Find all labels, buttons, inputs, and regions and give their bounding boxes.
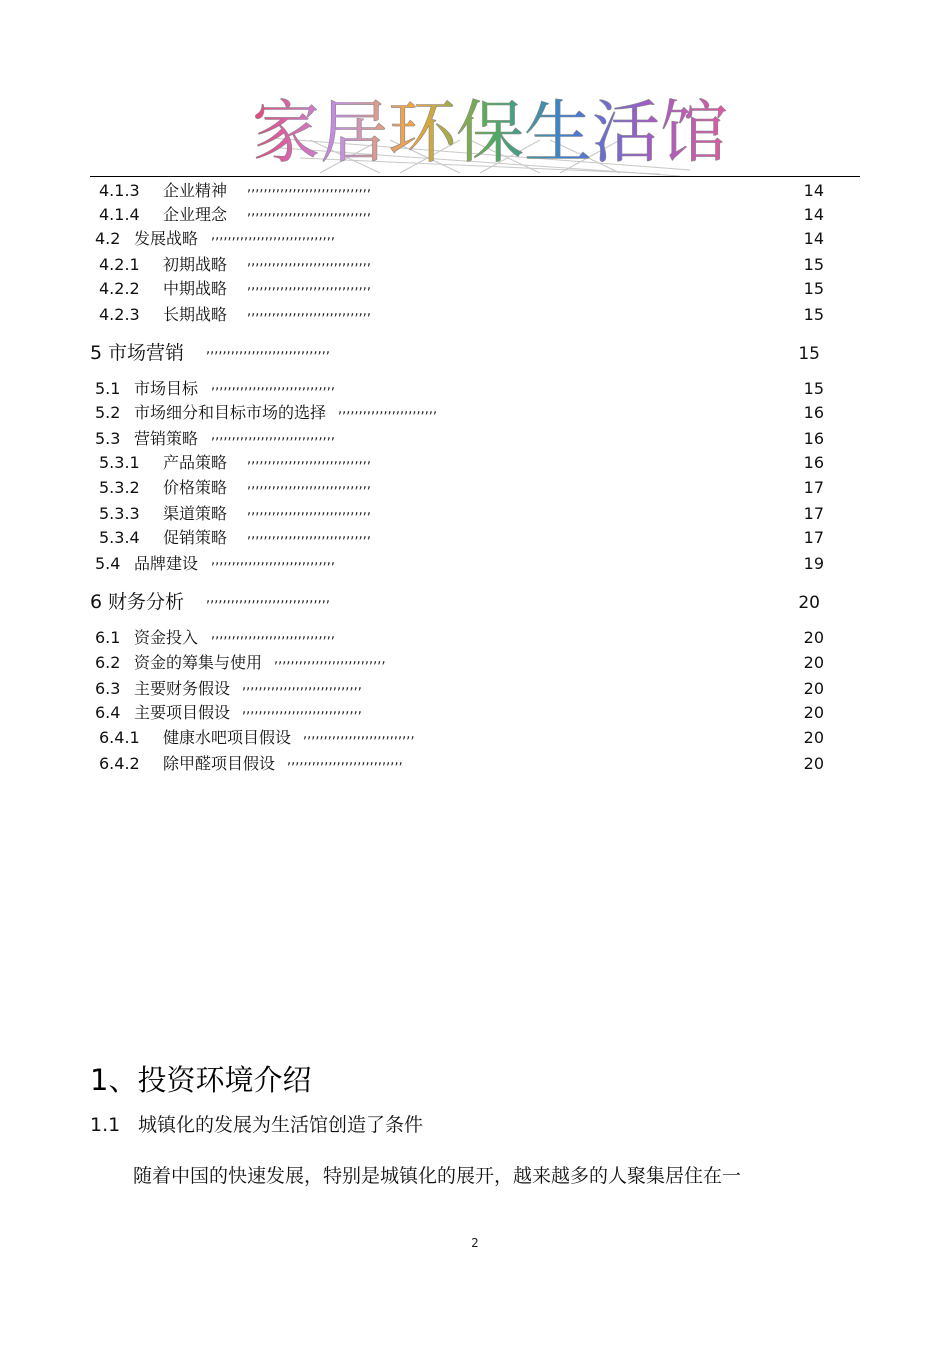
toc-leader-dots: ,,,,,,,,,,,,,,,,,,,,,,,,,,,,,, <box>211 428 335 443</box>
toc-leader-dots: ,,,,,,,,,,,,,,,,,,,,,,,,,,,,,, <box>247 180 371 195</box>
toc-title: 渠道策略 <box>163 504 228 523</box>
toc-number: 5.3 <box>95 429 121 448</box>
toc-title: 市场营销 <box>108 342 185 364</box>
svg-text:家居环保生活馆: 家居环保生活馆 <box>251 94 729 173</box>
toc-title: 促销策略 <box>163 528 228 547</box>
toc-number: 4.2.2 <box>99 279 140 298</box>
toc-title: 健康水吧项目假设 <box>163 728 292 747</box>
page-header <box>90 78 860 178</box>
toc-title: 价格策略 <box>163 478 228 497</box>
toc-title: 企业精神 <box>163 181 228 200</box>
body-paragraph: 随着中国的快速发展，特别是城镇化的展开，越来越多的人聚集居住在一 <box>133 1165 742 1187</box>
subsection-number: 1.1 <box>90 1114 121 1136</box>
toc-title: 营销策略 <box>134 429 199 448</box>
toc-page-number: 20 <box>798 593 820 613</box>
page-number: 2 <box>471 1236 479 1250</box>
toc-page-number: 20 <box>803 754 824 773</box>
toc-leader-dots: ,,,,,,,,,,,,,,,,,,,,,,,,,,,,,, <box>206 591 330 606</box>
toc-page-number: 17 <box>803 528 824 547</box>
toc-leader-dots: ,,,,,,,,,,,,,,,,,,,,,,,,,,,,,, <box>206 342 330 357</box>
toc-leader-dots: ,,,,,,,,,,,,,,,,,,,,,,,,,,,,,, <box>247 527 371 542</box>
toc-leader-dots: ,,,,,,,,,,,,,,,,,,,,,,,,,,,, <box>287 753 403 768</box>
toc-number: 5 <box>90 342 103 364</box>
toc-page-number: 15 <box>803 255 824 274</box>
toc-page-number: 16 <box>803 429 824 448</box>
toc-number: 4.2.1 <box>99 255 140 274</box>
toc-number: 5.3.2 <box>99 478 140 497</box>
toc-title: 中期战略 <box>163 279 228 298</box>
toc-title: 发展战略 <box>134 229 199 248</box>
toc-number: 5.4 <box>95 554 121 573</box>
toc-page-number: 16 <box>803 453 824 472</box>
toc-page-number: 20 <box>803 703 824 722</box>
toc-leader-dots: ,,,,,,,,,,,,,,,,,,,,,,,,,,,,,, <box>211 228 335 243</box>
toc-page-number: 16 <box>803 403 824 422</box>
toc-page-number: 15 <box>798 344 820 364</box>
toc-number: 4.2 <box>95 229 121 248</box>
subsection-heading <box>90 1112 423 1138</box>
toc-number: 6.1 <box>95 628 121 647</box>
toc-title: 初期战略 <box>163 255 228 274</box>
toc-leader-dots: ,,,,,,,,,,,,,,,,,,,,,,,,,,,,,, <box>247 304 371 319</box>
toc-title: 财务分析 <box>108 591 185 613</box>
toc-leader-dots: ,,,,,,,,,,,,,,,,,,,,,,,,,,,,, <box>242 678 362 693</box>
toc-leader-dots: ,,,,,,,,,,,,,,,,,,,,,,,,,,,,,, <box>247 254 371 269</box>
toc-title: 企业理念 <box>163 205 228 224</box>
subsection-title: 城镇化的发展为生活馆创造了条件 <box>138 1114 424 1136</box>
toc-page-number: 17 <box>803 504 824 523</box>
toc-number: 5.3.3 <box>99 504 140 523</box>
toc-title: 资金的筹集与使用 <box>134 653 263 672</box>
toc-title: 除甲醛项目假设 <box>163 754 276 773</box>
toc-number: 4.1.4 <box>99 205 140 224</box>
toc-leader-dots: ,,,,,,,,,,,,,,,,,,,,,,,,,,,,,, <box>247 204 371 219</box>
toc-leader-dots: ,,,,,,,,,,,,,,,,,,,,,,,,,,,,,, <box>211 553 335 568</box>
toc-title: 主要财务假设 <box>134 679 231 698</box>
toc-leader-dots: ,,,,,,,,,,,,,,,,,,,,,,,,,,,,,, <box>211 627 335 642</box>
toc-number: 4.2.3 <box>99 305 140 324</box>
toc-page-number: 20 <box>803 628 824 647</box>
toc-number: 6.4.2 <box>99 754 140 773</box>
toc-number: 4.1.3 <box>99 181 140 200</box>
toc-leader-dots: ,,,,,,,,,,,,,,,,,,,,,,,, <box>338 402 438 417</box>
toc-leader-dots: ,,,,,,,,,,,,,,,,,,,,,,,,,,,,, <box>242 702 362 717</box>
toc-title: 主要项目假设 <box>134 703 231 722</box>
toc-page-number: 14 <box>803 181 824 200</box>
toc-number: 5.3.1 <box>99 453 140 472</box>
toc-leader-dots: ,,,,,,,,,,,,,,,,,,,,,,,,,,,,,, <box>211 378 335 393</box>
toc-number: 5.3.4 <box>99 528 140 547</box>
logo <box>251 78 729 178</box>
toc-number: 6.4 <box>95 703 121 722</box>
toc-leader-dots: ,,,,,,,,,,,,,,,,,,,,,,,,,,,,,, <box>247 503 371 518</box>
toc-page-number: 15 <box>803 305 824 324</box>
toc-page-number: 14 <box>803 205 824 224</box>
toc-title: 市场目标 <box>134 379 199 398</box>
toc-number: 5.2 <box>95 403 121 422</box>
toc-page-number: 20 <box>803 679 824 698</box>
toc-leader-dots: ,,,,,,,,,,,,,,,,,,,,,,,,,,,,,, <box>247 452 371 467</box>
toc-title: 长期战略 <box>163 305 228 324</box>
toc-leader-dots: ,,,,,,,,,,,,,,,,,,,,,,,,,,, <box>274 652 386 667</box>
toc-page-number: 20 <box>803 728 824 747</box>
toc-title: 品牌建设 <box>134 554 199 573</box>
toc-page-number: 19 <box>803 554 824 573</box>
toc-page-number: 14 <box>803 229 824 248</box>
toc-title: 资金投入 <box>134 628 199 647</box>
header-rule <box>90 176 860 177</box>
toc-page-number: 15 <box>803 379 824 398</box>
toc-number: 6.3 <box>95 679 121 698</box>
toc-leader-dots: ,,,,,,,,,,,,,,,,,,,,,,,,,,,,,, <box>247 477 371 492</box>
toc-number: 6 <box>90 591 103 613</box>
toc-leader-dots: ,,,,,,,,,,,,,,,,,,,,,,,,,,, <box>303 727 415 742</box>
toc-title: 市场细分和目标市场的选择 <box>134 403 327 422</box>
toc-page-number: 15 <box>803 279 824 298</box>
toc-number: 5.1 <box>95 379 121 398</box>
toc-number: 6.4.1 <box>99 728 140 747</box>
toc-number: 6.2 <box>95 653 121 672</box>
toc-title: 产品策略 <box>163 453 228 472</box>
toc-page-number: 17 <box>803 478 824 497</box>
toc-leader-dots: ,,,,,,,,,,,,,,,,,,,,,,,,,,,,,, <box>247 278 371 293</box>
toc-page-number: 20 <box>803 653 824 672</box>
section-heading: 1、投资环境介绍 <box>90 1063 312 1097</box>
